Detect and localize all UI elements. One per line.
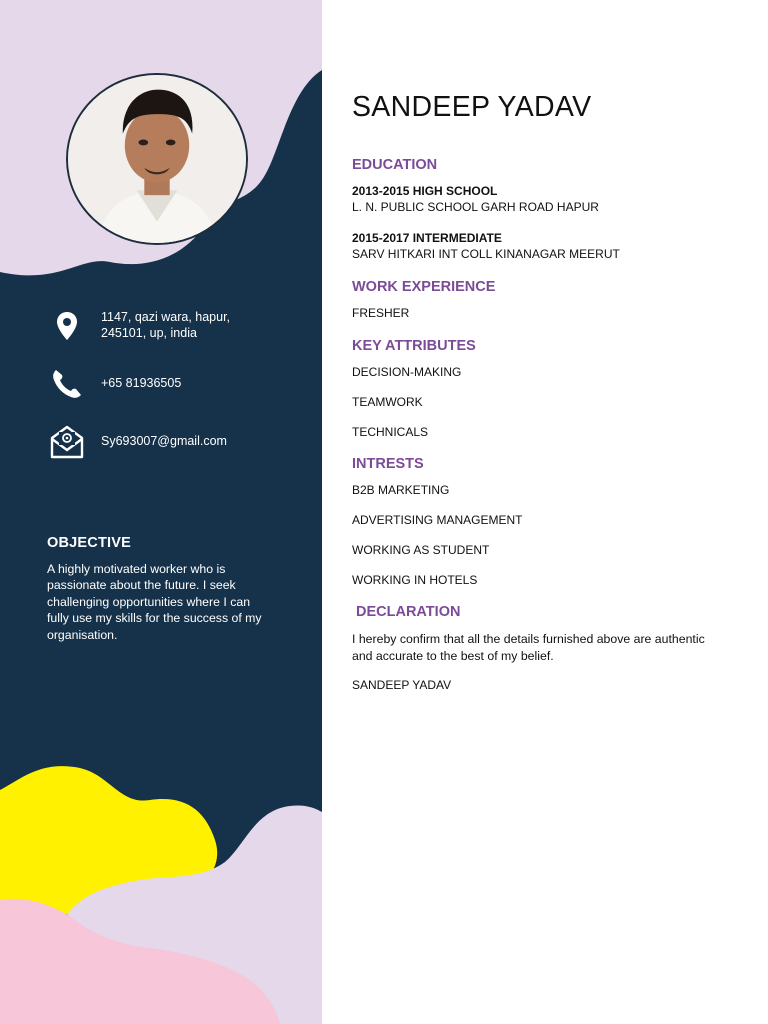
candidate-name: SANDEEP YADAV [352,91,592,123]
profile-photo-icon [68,75,246,243]
address-line-1: 1147, qazi wara, hapur, [101,310,231,324]
phone-text: +65 81936505 [101,376,182,390]
key-attribute-item: TEAMWORK [352,395,423,409]
email-text: Sy693007@gmail.com [101,434,227,448]
declaration-signature: SANDEEP YADAV [352,678,452,692]
key-attribute-item: DECISION-MAKING [352,365,462,379]
address-text [101,309,291,341]
email-icon [48,422,86,460]
education-title: EDUCATION [352,157,438,173]
profile-photo [66,73,248,245]
education-entry-1-detail: L. N. PUBLIC SCHOOL GARH ROAD HAPUR [352,200,599,214]
key-attributes-title: KEY ATTRIBUTES [352,338,476,354]
declaration-title: DECLARATION [356,604,461,620]
education-entry-2-heading: 2015-2017 INTERMEDIATE [352,231,502,245]
education-entry-1-heading: 2013-2015 HIGH SCHOOL [352,184,498,198]
objective-text: A highly motivated worker who is passionate about the future. I seek challenging opportunities where I can fully use my skills for the success of my organisation. [47,562,262,642]
address-line-2: 245101, up, india [101,326,197,340]
declaration-text: I hereby confirm that all the details furnished above are authentic and accurate to the best of my belief. [352,632,705,663]
work-experience-item: FRESHER [352,306,410,320]
work-experience-title: WORK EXPERIENCE [352,279,496,295]
education-entry-2-detail: SARV HITKARI INT COLL KINANAGAR MEERUT [352,247,620,261]
phone-icon [48,364,86,402]
interest-item: B2B MARKETING [352,483,450,497]
sidebar [0,0,322,1024]
interest-item: WORKING AS STUDENT [352,543,490,557]
interests-title: INTRESTS [352,456,424,472]
objective-title: OBJECTIVE [47,535,131,551]
interest-item: ADVERTISING MANAGEMENT [352,513,523,527]
interest-item: WORKING IN HOTELS [352,573,478,587]
location-pin-icon [48,307,86,345]
key-attribute-item: TECHNICALS [352,425,429,439]
